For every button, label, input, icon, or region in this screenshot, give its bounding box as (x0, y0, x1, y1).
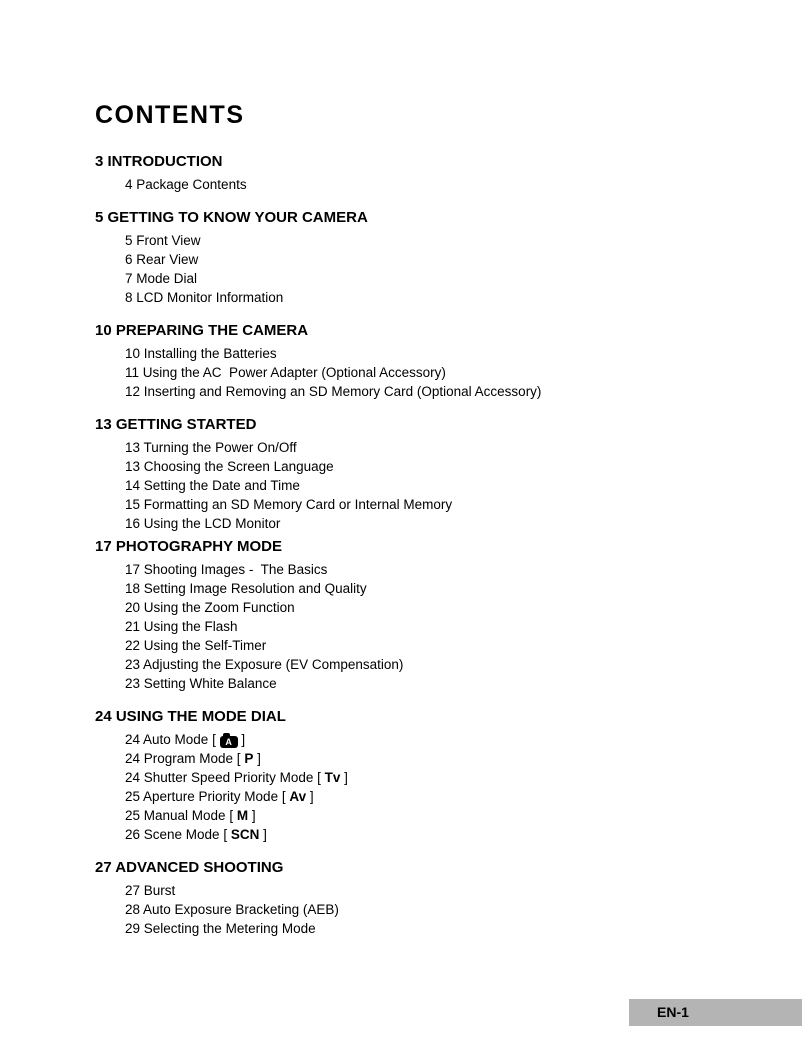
toc-item-text: 24 Auto Mode [ (125, 732, 220, 747)
toc-item-text: 10 Installing the Batteries (125, 346, 277, 361)
toc-item-text: 13 Turning the Power On/Off (125, 440, 297, 455)
auto-mode-icon: A (220, 736, 238, 748)
toc-item (125, 768, 745, 787)
toc-item-text: 6 Rear View (125, 252, 199, 267)
toc-item-text: 20 Using the Zoom Function (125, 600, 295, 615)
toc-section (95, 415, 745, 533)
section-heading: 27 ADVANCED SHOOTING (95, 859, 284, 876)
toc-item (125, 457, 745, 476)
toc-item-text: 21 Using the Flash (125, 619, 238, 634)
toc-item-text: 15 Formatting an SD Memory Card or Internal Memory (125, 497, 453, 512)
toc-item (125, 749, 745, 768)
toc-item (125, 560, 745, 579)
section-heading: 17 PHOTOGRAPHY MODE (95, 538, 282, 555)
toc-section (95, 707, 745, 844)
toc-item-text: M (236, 808, 249, 823)
toc-item (125, 363, 745, 382)
section-heading: 3 INTRODUCTION (95, 153, 223, 170)
toc-item (125, 476, 745, 495)
section-item-list (125, 344, 745, 401)
toc-item-text: 22 Using the Self-Timer (125, 638, 267, 653)
toc-item (125, 495, 745, 514)
toc-item (125, 175, 745, 194)
toc-item (125, 730, 745, 749)
toc-item-text: 27 Burst (125, 883, 176, 898)
toc-item (125, 881, 745, 900)
toc-item-text: 24 Program Mode [ (125, 751, 245, 766)
toc-item-text: 11 Using the AC Power Adapter (Optional Accessory) (125, 365, 446, 380)
toc-item (125, 655, 745, 674)
toc-item-text: ] (259, 827, 267, 842)
toc-item-text: 29 Selecting the Metering Mode (125, 921, 316, 936)
section-item-list (125, 438, 745, 533)
toc-item (125, 674, 745, 693)
section-item-list (125, 175, 745, 194)
section-heading: 10 PREPARING THE CAMERA (95, 322, 309, 339)
section-heading: 13 GETTING STARTED (95, 416, 257, 433)
toc-item-text: 13 Choosing the Screen Language (125, 459, 334, 474)
toc-item-text: 14 Setting the Date and Time (125, 478, 300, 493)
toc-sections (95, 152, 745, 938)
footer-page-label: EN-1 (657, 1004, 689, 1020)
toc-section (95, 152, 745, 194)
section-heading: 24 USING THE MODE DIAL (95, 708, 286, 725)
section-item-list (125, 881, 745, 938)
toc-item-text: 18 Setting Image Resolution and Quality (125, 581, 367, 596)
page-footer (629, 999, 802, 1026)
toc-item-text: 17 Shooting Images - The Basics (125, 562, 328, 577)
toc-item-text: 5 Front View (125, 233, 201, 248)
page-title: CONTENTS (95, 101, 245, 129)
toc-item-text: 26 Scene Mode [ (125, 827, 231, 842)
toc-item-text: Av (289, 789, 307, 804)
toc-item-text: 25 Manual Mode [ (125, 808, 237, 823)
toc-item (125, 344, 745, 363)
toc-item (125, 919, 745, 938)
toc-item-text: 12 Inserting and Removing an SD Memory Card (Optional Accessory) (125, 384, 542, 399)
toc-item (125, 288, 745, 307)
toc-section (95, 537, 745, 693)
toc-item-text: 8 LCD Monitor Information (125, 290, 284, 305)
toc-item-text: Tv (324, 770, 341, 785)
toc-item (125, 269, 745, 288)
toc-item-text: 7 Mode Dial (125, 271, 198, 286)
toc-item (125, 900, 745, 919)
toc-item-text: 16 Using the LCD Monitor (125, 516, 281, 531)
toc-item-text: ] (248, 808, 256, 823)
toc-item-text: P (244, 751, 254, 766)
toc-item (125, 617, 745, 636)
section-item-list (125, 730, 745, 844)
toc-item-text: 23 Setting White Balance (125, 676, 277, 691)
toc-item (125, 382, 745, 401)
toc-item (125, 787, 745, 806)
toc-item (125, 825, 745, 844)
toc-item (125, 438, 745, 457)
toc-section (95, 208, 745, 307)
toc-item (125, 636, 745, 655)
section-item-list (125, 231, 745, 307)
section-item-list (125, 560, 745, 693)
toc-item (125, 806, 745, 825)
toc-section (95, 858, 745, 938)
toc-item-text: ] (340, 770, 348, 785)
toc-item (125, 579, 745, 598)
toc-item-text: SCN (230, 827, 260, 842)
toc-item-text: ] (253, 751, 261, 766)
toc-item-text: 28 Auto Exposure Bracketing (AEB) (125, 902, 339, 917)
toc-item (125, 598, 745, 617)
toc-item-text: ] (306, 789, 314, 804)
toc-item-text: 25 Aperture Priority Mode [ (125, 789, 290, 804)
toc-item-text: 4 Package Contents (125, 177, 247, 192)
toc-item (125, 231, 745, 250)
section-heading: 5 GETTING TO KNOW YOUR CAMERA (95, 209, 368, 226)
toc-item (125, 514, 745, 533)
toc-item-text: ] (237, 732, 246, 747)
toc-item-text: 23 Adjusting the Exposure (EV Compensation) (125, 657, 404, 672)
toc-item (125, 250, 745, 269)
toc-section (95, 321, 745, 401)
toc-item-text: 24 Shutter Speed Priority Mode [ (125, 770, 325, 785)
